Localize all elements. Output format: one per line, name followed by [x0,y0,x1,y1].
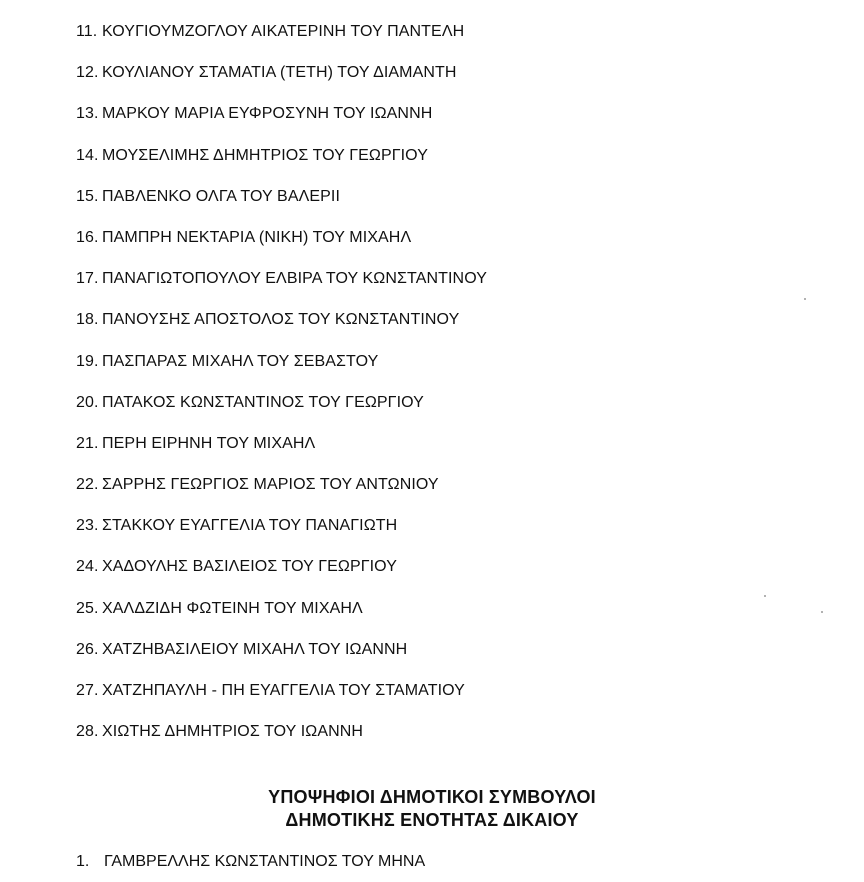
list-item [76,351,487,392]
item-number: 1. [76,853,90,870]
item-number: 18. [76,311,99,329]
item-number: 12. [76,64,99,82]
list-item [76,515,487,556]
list-item [76,392,487,433]
item-number: 15. [76,187,99,205]
scan-speck [821,611,823,613]
item-number: 23. [76,517,99,535]
list-item [76,268,487,309]
scan-speck [804,298,806,300]
list-item [76,227,487,268]
candidates-list [76,21,487,762]
list-item [76,21,487,62]
item-name: ΚΟΥΓΙΟΥΜΖΟΓΛΟΥ ΑΙΚΑΤΕΡΙΝΗ ΤΟΥ ΠΑΝΤΕΛΗ [102,23,465,40]
item-number: 21. [76,434,99,452]
item-number: 13. [76,105,99,123]
list-item [76,556,487,597]
item-name: ΧΑΛΔΖΙΔΗ ΦΩΤΕΙΝΗ ΤΟΥ ΜΙΧΑΗΛ [102,599,363,617]
item-number: 24. [76,558,99,576]
item-name: ΚΟΥΛΙΑΝΟΥ ΣΤΑΜΑΤΙΑ (ΤΕΤΗ) ΤΟΥ ΔΙΑΜΑΝΤΗ [102,64,457,82]
item-number: 16. [76,228,99,246]
item-number: 14. [76,146,99,164]
list-item [76,103,487,144]
list-item [76,721,487,762]
item-name: ΠΑΒΛΕΝΚΟ ΟΛΓΑ ΤΟΥ ΒΑΛΕΡΙΙ [102,187,341,205]
item-name: ΧΙΩΤΗΣ ΔΗΜΗΤΡΙΟΣ ΤΟΥ ΙΩΑΝΝΗ [102,723,364,741]
item-number: 28. [76,723,99,741]
list-item [76,680,487,721]
item-name: ΠΑΤΑΚΟΣ ΚΩΝΣΤΑΝΤΙΝΟΣ ΤΟΥ ΓΕΩΡΓΙΟΥ [102,393,424,411]
item-number: 25. [76,599,99,617]
item-number: 20. [76,393,99,411]
item-name: ΜΑΡΚΟΥ ΜΑΡΙΑ ΕΥΦΡΟΣΥΝΗ ΤΟΥ ΙΩΑΝΝΗ [102,105,433,123]
item-name: ΜΟΥΣΕΛΙΜΗΣ ΔΗΜΗΤΡΙΟΣ ΤΟΥ ΓΕΩΡΓΙΟΥ [102,146,428,164]
item-name: ΣΑΡΡΗΣ ΓΕΩΡΓΙΟΣ ΜΑΡΙΟΣ ΤΟΥ ΑΝΤΩΝΙΟΥ [102,476,439,494]
section-candidates-list [76,851,425,873]
list-item [76,309,487,350]
section-title-line1: ΥΠΟΨΗΦΙΟΙ ΔΗΜΟΤΙΚΟΙ ΣΥΜΒΟΥΛΟΙ [268,787,596,807]
item-number: 19. [76,352,99,370]
item-name: ΧΑΤΖΗΠΑΥΛΗ - ΠΗ ΕΥΑΓΓΕΛΙΑ ΤΟΥ ΣΤΑΜΑΤΙΟΥ [102,682,465,699]
list-item [76,186,487,227]
list-item [76,851,425,873]
item-name: ΓΑΜΒΡΕΛΛΗΣ ΚΩΝΣΤΑΝΤΙΝΟΣ ΤΟΥ ΜΗΝΑ [104,853,426,870]
item-number: 26. [76,640,99,658]
scan-speck [764,595,766,597]
item-number: 27. [76,682,99,699]
item-number: 22. [76,476,99,494]
item-name: ΠΑΣΠΑΡΑΣ ΜΙΧΑΗΛ ΤΟΥ ΣΕΒΑΣΤΟΥ [102,352,379,370]
item-name: ΠΑΜΠΡΗ ΝΕΚΤΑΡΙΑ (ΝΙΚΗ) ΤΟΥ ΜΙΧΑΗΛ [102,228,412,246]
item-number: 11. [76,23,98,40]
list-item [76,433,487,474]
item-name: ΧΑΔΟΥΛΗΣ ΒΑΣΙΛΕΙΟΣ ΤΟΥ ΓΕΩΡΓΙΟΥ [102,558,397,576]
list-item [76,639,487,680]
list-item [76,474,487,515]
item-name: ΠΑΝΑΓΙΩΤΟΠΟΥΛΟΥ ΕΛΒΙΡΑ ΤΟΥ ΚΩΝΣΤΑΝΤΙΝΟΥ [102,270,487,288]
item-name: ΧΑΤΖΗΒΑΣΙΛΕΙΟΥ ΜΙΧΑΗΛ ΤΟΥ ΙΩΑΝΝΗ [102,640,408,658]
item-name: ΠΕΡΗ ΕΙΡΗΝΗ ΤΟΥ ΜΙΧΑΗΛ [102,434,316,452]
list-item [76,62,487,103]
list-item [76,598,487,639]
item-name: ΠΑΝΟΥΣΗΣ ΑΠΟΣΤΟΛΟΣ ΤΟΥ ΚΩΝΣΤΑΝΤΙΝΟΥ [102,311,460,329]
item-number: 17. [76,270,99,288]
list-item [76,145,487,186]
item-name: ΣΤΑΚΚΟΥ ΕΥΑΓΓΕΛΙΑ ΤΟΥ ΠΑΝΑΓΙΩΤΗ [102,517,398,535]
section-title-line2: ΔΗΜΟΤΙΚΗΣ ΕΝΟΤΗΤΑΣ ΔΙΚΑΙΟΥ [285,810,579,830]
